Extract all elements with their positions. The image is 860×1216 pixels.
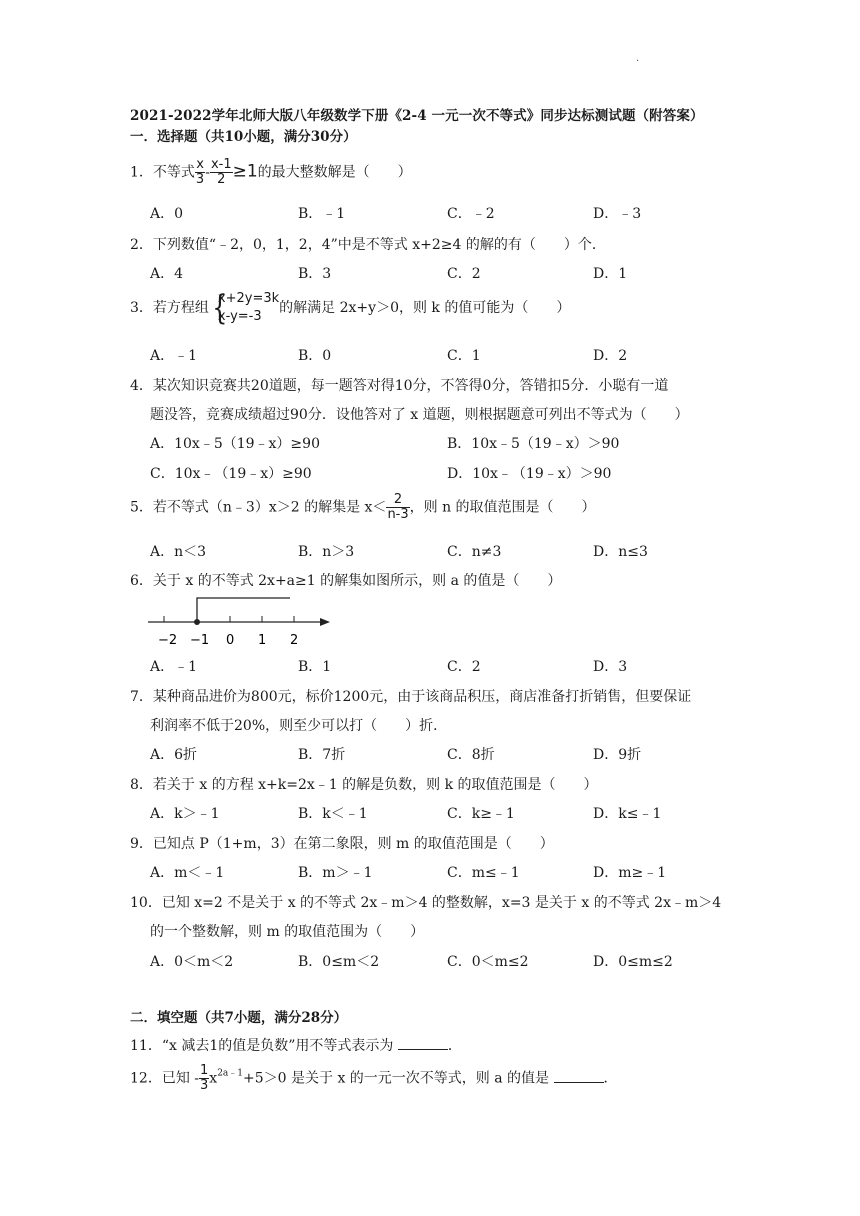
q3-option-a: A．﹣1 [150,348,198,364]
question-5-suffix: ，则 n 的取值范围是（ ） [409,499,596,516]
fraction-x-1-over-2: $\frac{x-1}{2}$ [210,157,232,187]
question-3-prefix: 3．若方程组 [130,300,209,316]
question-5 [130,493,596,522]
q8-option-c: C．k≥﹣1 [447,806,515,822]
answer-blank[interactable] [554,1070,604,1083]
fraction-x-over-3: $\frac{x}{3}$ [195,157,205,187]
ge-one: ≥1 [232,161,258,182]
question-4-line-2: 题没答，竞赛成绩超过90分．设他答对了 x 道题，则根据题意可列出不等式为（ ） [150,407,689,423]
axis-label-neg2: −2 [158,633,178,648]
q7-option-d: D．9折 [593,747,642,763]
question-1-prefix: 1．不等式 [130,164,195,181]
q7-option-a: A．6折 [150,747,198,763]
question-3 [130,290,570,326]
header-mark: · [636,56,640,67]
q9-option-d: D．m≥﹣1 [593,865,667,881]
question-4-line-1: 4．某次知识竞赛共20道题，每一题答对得10分，不答得0分，答错扣5分．小聪有一道 [130,378,669,394]
q1-option-d: D．﹣3 [593,206,642,222]
question-1 [130,158,412,187]
q6-option-d: D．3 [593,659,628,675]
page-title: 2021-2022学年北师大版八年级数学下册《2-4 一元一次不等式》同步达标测试题（附答案） [130,108,704,124]
fraction-2-over-n-3: $\frac{2}{n-3}$ [387,492,409,522]
question-8: 8．若关于 x 的方程 x+k=2x﹣1 的解是负数，则 k 的取值范围是（ ） [130,777,598,793]
q2-option-b: B．3 [298,266,332,282]
question-3-suffix: 的解满足 2x+y＞0，则 k 的值可能为（ ） [279,300,571,316]
q10-option-d: D．0≤m≤2 [593,954,673,970]
q10-option-c: C．0＜m≤2 [447,954,529,970]
question-11 [130,1035,462,1055]
q2-option-d: D．1 [593,266,628,282]
q10-option-b: B．0≤m＜2 [298,954,380,970]
q4-option-d: D．10x﹣（19﹣x）＞90 [447,466,612,482]
axis-label-1: 1 [258,633,267,648]
question-7-line-1: 7．某种商品进价为800元，标价1200元，由于该商品积压，商店准备打折销售，但要保证 [130,689,692,705]
question-1-suffix: 的最大整数解是（ ） [257,164,412,181]
exponent: 2a﹣1 [217,1068,244,1079]
q6-option-c: C．2 [447,659,481,675]
q4-option-b: B．10x﹣5（19﹣x）＞90 [447,436,620,452]
question-10-line-2: 的一个整数解，则 m 的取值范围为（ ） [150,924,425,940]
question-10-line-1: 10．已知 x=2 不是关于 x 的不等式 2x﹣m＞4 的整数解，x=3 是关于 x 的不等式 2x﹣m＞4 [130,895,722,911]
q6-option-b: B．1 [298,659,332,675]
q5-option-d: D．n≤3 [593,544,648,560]
axis-label-0: 0 [226,633,235,648]
q1-option-b: B．﹣1 [298,206,346,222]
brace-icon: { [212,288,228,328]
q6-option-a: A．﹣1 [150,659,198,675]
q3-option-c: C．1 [447,348,481,364]
question-12-prefix: 12．已知 - [130,1070,199,1087]
q9-option-c: C．m≤﹣1 [447,865,520,881]
q5-option-b: B．n＞3 [298,544,355,560]
q3-option-b: B．0 [298,348,332,364]
q4-option-c: C．10x﹣（19﹣x）≥90 [150,466,312,482]
q5-option-c: C．n≠3 [447,544,502,560]
question-9: 9．已知点 P（1+m，3）在第二象限，则 m 的取值范围是（ ） [130,836,554,852]
equation-2: x-y=-3 [217,309,262,324]
section-choice-heading: 一．选择题（共10小题，满分30分） [130,129,357,145]
q8-option-d: D．k≤﹣1 [593,806,662,822]
question-2: 2．下列数值“﹣2，0，1，2，4”中是不等式 x+2≥4 的解的有（ ）个． [130,237,606,253]
q7-option-c: C．8折 [447,747,495,763]
q3-option-d: D．2 [593,348,628,364]
q2-option-c: C．2 [447,266,481,282]
q10-option-a: A．0＜m＜2 [150,954,234,970]
q8-option-b: B．k＜﹣1 [298,806,368,822]
question-5-prefix: 5．若不等式（n﹣3）x＞2 的解集是 x＜ [130,499,387,516]
minus-sign: - [205,164,210,181]
question-12-suffix: ． [603,1070,618,1087]
question-11-suffix: ． [447,1038,462,1054]
question-11-prefix: 11．“x 减去1的值是负数”用不等式表示为 [130,1038,398,1054]
number-line-figure [144,594,334,650]
question-7-line-2: 利润率不低于20%，则至少可以打（ ）折． [150,718,448,734]
question-12-body: +5＞0 是关于 x 的一元一次不等式，则 a 的值是 [243,1070,554,1087]
variable-x: x [209,1070,218,1087]
q9-option-b: B．m＞﹣1 [298,865,373,881]
question-6: 6．关于 x 的不等式 2x+a≥1 的解集如图所示，则 a 的值是（ ） [130,573,562,589]
q7-option-b: B．7折 [298,747,346,763]
q5-option-a: A．n＜3 [150,544,207,560]
q2-option-a: A．4 [150,266,184,282]
fraction-1-over-3: $\frac{1}{3}$ [200,1063,209,1093]
q1-option-c: C．﹣2 [447,206,495,222]
axis-label-2: 2 [290,633,299,648]
solid-point-icon [194,619,200,625]
q4-option-a: A．10x﹣5（19﹣x）≥90 [150,436,320,452]
section-fill-heading: 二．填空题（共7小题，满分28分） [130,1010,348,1026]
equation-system [209,290,279,326]
axis-label-neg1: −1 [190,633,210,648]
q8-option-a: A．k＞﹣1 [150,806,220,822]
equation-1: x+2y=3k [217,291,280,306]
q1-option-a: A．0 [150,206,184,222]
q9-option-a: A．m＜﹣1 [150,865,225,881]
answer-blank[interactable] [398,1037,448,1050]
question-12 [130,1064,618,1093]
